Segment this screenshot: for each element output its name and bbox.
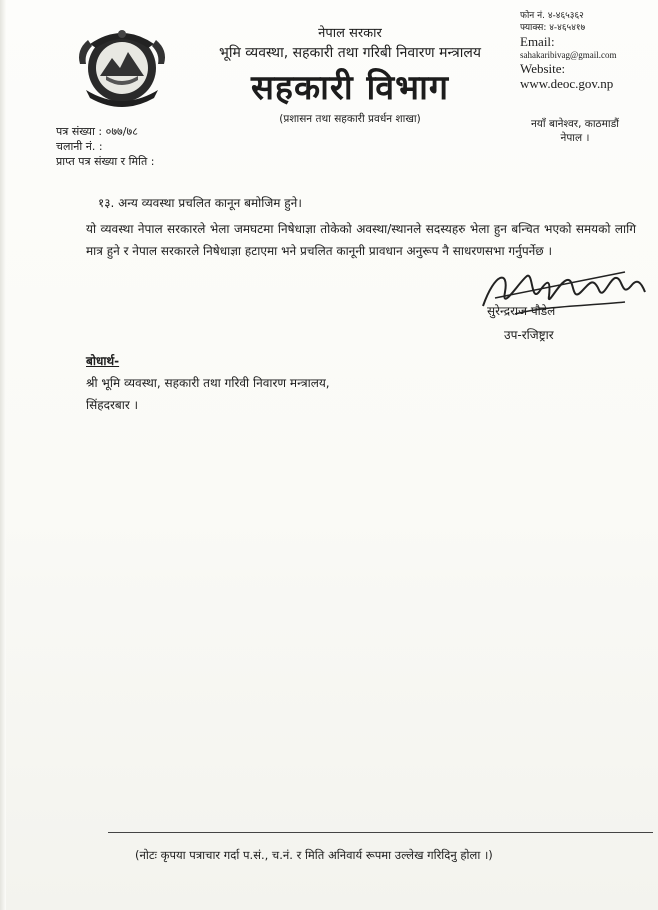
cc-recipient-line-2: सिंहदरबार ।: [86, 398, 139, 412]
signatory-name: सुरेन्द्रराज पौडेल: [487, 304, 556, 318]
branch-name: (प्रशासन तथा सहकारी प्रवर्धन शाखा): [279, 113, 421, 125]
scan-edge: [0, 0, 6, 910]
email-label: Email:: [520, 34, 555, 49]
dispatch-number: चलानी नं. :: [56, 140, 103, 153]
email-address[interactable]: sahakaribivag@gmail.com: [520, 50, 617, 60]
letter-number: पत्र संख्या : ०७७/७८: [56, 125, 138, 138]
body-paragraph: यो व्यवस्था नेपाल सरकारले भेला जमघटमा निषेधाज्ञा तोकेको अवस्था/स्थानले सदस्यहरु भेला हुन बन्चित भएको समयको लागि मात्र हुने र नेपाल सरकारले निषेधाज्ञा हटाएमा भने प्रचलित कानूनी प्रावधान अनुरूप नै साधरणसभा गर्नुपर्नेछ ।: [86, 222, 636, 258]
fax-number: फ्याक्स: ४-४६५४१७: [520, 23, 586, 33]
ministry-name: भूमि व्यवस्था, सहकारी तथा गरिबी निवारण मन्त्रालय: [219, 45, 481, 61]
website-label: Website:: [520, 61, 566, 76]
clause-13: १३. अन्य व्यवस्था प्रचलित कानून बमोजिम हुने।: [98, 196, 302, 210]
department-name: सहकारी विभाग: [250, 68, 450, 108]
contact-block: [520, 10, 655, 91]
received-letter-info: प्राप्त पत्र संख्या र मिति :: [56, 155, 155, 168]
office-address: [500, 117, 650, 145]
phone-number: फोन नं. ४-४६५३६२: [520, 11, 584, 21]
cc-heading: बोधार्थ-: [86, 354, 120, 368]
signatory-title: उप-रजिष्ट्रार: [504, 328, 554, 342]
reference-block: [56, 124, 154, 169]
letterhead: [190, 26, 510, 126]
footer-divider: [108, 832, 653, 833]
address-line-1: नयाँ बानेश्वर, काठमाडौं: [530, 118, 619, 130]
government-name: नेपाल सरकार: [318, 26, 382, 41]
address-line-2: नेपाल ।: [560, 132, 590, 144]
cc-recipient-line-1: श्री भूमि व्यवस्था, सहकारी तथा गरिवी निवारण मन्त्रालय,: [86, 376, 330, 390]
website-url[interactable]: www.deoc.gov.np: [520, 76, 614, 91]
footer-note: (नोटः कृपया पत्राचार गर्दा प.सं., च.नं. र मिति अनिवार्य रूपमा उल्लेख गरिदिनु होला ।): [135, 848, 493, 862]
cc-block: [86, 350, 330, 416]
letter-body: [86, 192, 636, 262]
nepal-government-emblem-icon: [66, 20, 178, 112]
